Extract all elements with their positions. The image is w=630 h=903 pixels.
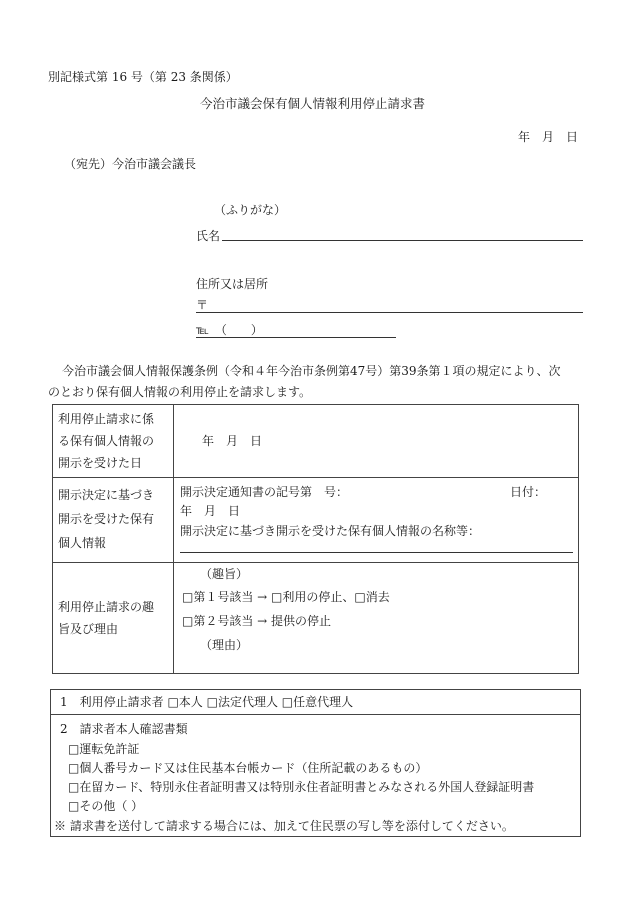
table-row-divider	[52, 477, 579, 478]
row1-label-line: 開示を受けた日	[58, 456, 143, 470]
address-field-line[interactable]	[196, 312, 583, 313]
form-number: 別記様式第 16 号（第 23 条関係）	[48, 70, 238, 84]
id-doc-option[interactable]: □運転免許証	[68, 742, 140, 756]
id-docs-heading: 2 請求者本人確認書類	[60, 722, 188, 736]
info-name-label: 開示決定に基づき開示を受けた保有個人情報の名称等：	[180, 524, 481, 538]
row1-label-line: る保有個人情報の	[58, 434, 155, 448]
intro-line-2: のとおり保有個人情報の利用停止を請求します。	[48, 385, 312, 399]
notice-date-label: 日付：	[510, 485, 547, 499]
id-doc-option[interactable]: □在留カード、特別永住者証明書又は特別永住者証明書とみなされる外国人登録証明書	[68, 780, 535, 794]
postal-mark: 〒	[196, 298, 209, 312]
address-label: 住所又は居所	[196, 277, 269, 291]
option-clause-2[interactable]: □第２号該当 → 提供の停止	[182, 614, 332, 628]
name-field-line[interactable]	[222, 240, 583, 241]
disclosure-date-field[interactable]: 年 月 日	[202, 434, 263, 448]
reason-label: （理由）	[200, 638, 249, 652]
purpose-label: （趣旨）	[200, 567, 249, 581]
tel-label: ℡ （ ）	[196, 323, 263, 337]
info-name-field-line[interactable]	[180, 552, 573, 553]
row3-label-line: 旨及び理由	[58, 622, 119, 636]
row2-label-line: 開示決定に基づき	[58, 488, 155, 502]
row1-label-line: 利用停止請求に係	[58, 412, 155, 426]
addressee: （宛先）今治市議会議長	[64, 157, 197, 171]
row3-label-line: 利用停止請求の趣	[58, 600, 155, 614]
table-column-divider	[173, 404, 174, 674]
row2-label-line: 個人情報	[58, 536, 107, 550]
form-title: 今治市議会保有個人情報利用停止請求書	[200, 96, 426, 111]
attachment-note: ※ 請求書を送付して請求する場合には、加えて住民票の写し等を添付してください。	[54, 819, 514, 833]
requester-type-line[interactable]: 1 利用停止請求者 □本人 □法定代理人 □任意代理人	[60, 695, 354, 709]
table-row-divider	[52, 562, 579, 563]
row2-label-line: 開示を受けた保有	[58, 512, 155, 526]
notice-date-field[interactable]: 年 月 日	[180, 504, 241, 518]
id-doc-option[interactable]: □その他（ ）	[68, 799, 144, 813]
name-label: 氏名	[196, 229, 221, 243]
notice-number-field[interactable]: 開示決定通知書の記号第 号：	[180, 485, 349, 499]
furigana-label: （ふりがな）	[214, 203, 287, 217]
id-doc-option[interactable]: □個人番号カード又は住民基本台帳カード（住所記載のあるもの）	[68, 761, 428, 775]
box-divider	[50, 714, 581, 715]
option-clause-1[interactable]: □第１号該当 → □利用の停止、□消去	[182, 590, 390, 604]
tel-field-line[interactable]	[196, 337, 396, 338]
submission-date: 年 月 日	[518, 130, 579, 144]
intro-line-1: 今治市議会個人情報保護条例（令和４年今治市条例第47号）第39条第１項の規定により、次	[62, 364, 561, 378]
